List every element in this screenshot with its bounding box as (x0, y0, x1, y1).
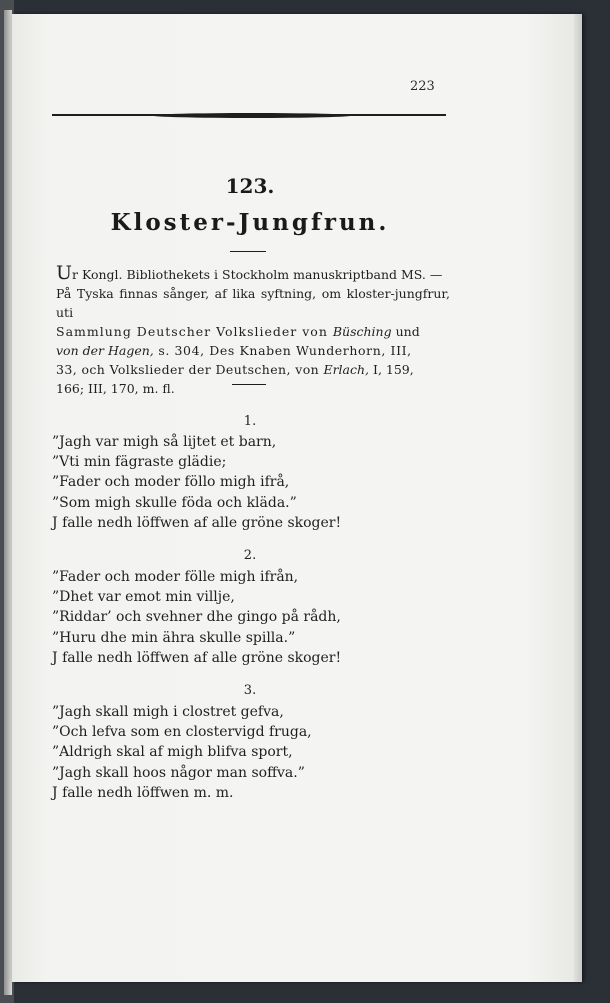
intro-line-3: Sammlung Deutscher Volkslieder von Büsching und (56, 324, 420, 339)
stanza-number: 2. (243, 548, 257, 563)
intro-line-1: Ur Kongl. Bibliothekets i Stockholm manuskriptband MS. — (56, 262, 443, 284)
verse-line: ”Och lefva som en clostervigd fruga, (52, 724, 312, 741)
stanza-number: 3. (243, 683, 257, 698)
intro-divider (232, 384, 266, 385)
stanza-number: 1. (243, 414, 257, 429)
drop-initial: U (56, 262, 73, 284)
verse-line: ”Jagh skall migh i clostret gefva, (52, 704, 284, 720)
title-divider (230, 251, 266, 252)
book-page (12, 14, 582, 982)
verse-line: ”Vti min fägraste glädie; (52, 454, 227, 471)
verse-line: ”Jagh var migh så lijtet et barn, (52, 434, 277, 450)
verse-line: ”Som migh skulle föda och kläda.” (52, 494, 297, 511)
header-rule-ornament (152, 113, 352, 118)
page-edge-shadow (574, 14, 582, 982)
refrain-line: J falle nedh löffwen m. m. (52, 784, 234, 801)
song-title: Kloster-Jungfrun. (110, 209, 390, 236)
intro-paragraph (56, 264, 450, 398)
song-number: 123. (225, 174, 275, 198)
verse-line: ”Fader och moder föllo migh ifrå, (52, 474, 290, 491)
stanza (52, 432, 472, 533)
page-number: 223 (410, 79, 435, 94)
verse-line: ”Jagh skall hoos någor man soffva.” (52, 764, 305, 781)
intro-line-5: 33, och Volkslieder der Deutschen, von Erlach, I, 159, (56, 362, 414, 377)
stanza (52, 702, 472, 803)
intro-line-4: von der Hagen, s. 304, Des Knaben Wunderhorn, III, (56, 343, 412, 358)
intro-line-6: 166; III, 170, m. fl. (56, 381, 175, 396)
refrain-line: J falle nedh löffwen af alle gröne skoger! (52, 514, 342, 531)
stanza (52, 567, 472, 668)
verse-line: ”Riddar’ och svehner dhe gingo på rådh, (52, 609, 341, 626)
verse-line: ”Aldrigh skal af migh blifva sport, (52, 744, 293, 761)
verse-line: ”Dhet var emot min villje, (52, 589, 235, 606)
verse-line: ”Fader och moder fölle migh ifrån, (52, 569, 299, 585)
intro-line-2: På Tyska finnas sånger, af lika syftning, om kloster-jungfrur, uti (56, 286, 450, 320)
refrain-line: J falle nedh löffwen af alle gröne skoger! (52, 649, 342, 666)
verse-line: ”Huru dhe min ähra skulle spilla.” (52, 629, 296, 646)
